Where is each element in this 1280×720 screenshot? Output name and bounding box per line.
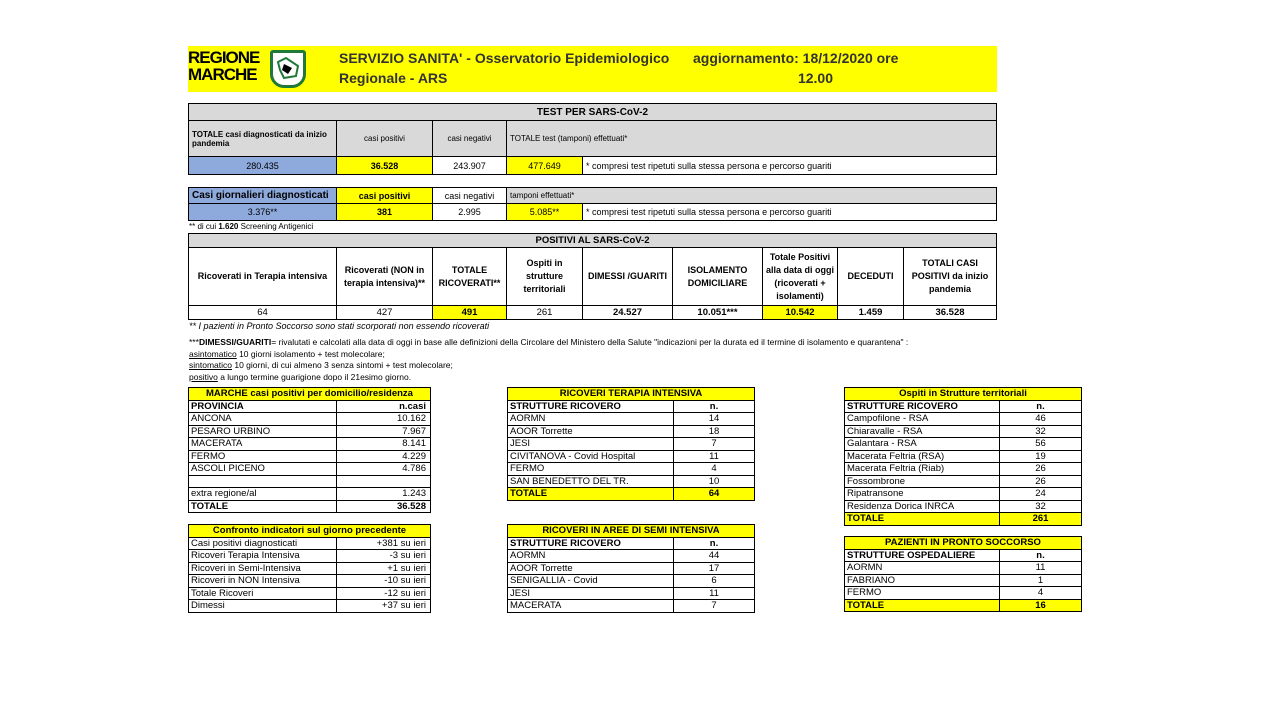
- semi-column-header-row: [508, 537, 755, 550]
- table-row: [189, 413, 431, 426]
- ospiti-row-name: Campofilone - RSA: [845, 413, 1000, 426]
- positivi-header-6: Totale Positivi alla data di oggi (ricoverati + isolamenti): [763, 248, 838, 306]
- ospiti-row-value: 56: [1000, 438, 1082, 451]
- dimessi-note-text: = rivalutati e calcolati alla data di oggi in base alle definizioni della Circolare del Ministero della Salute "indicazioni per la durata ed il termine di isolamento e quarantena" :: [271, 337, 909, 347]
- table-row: [189, 550, 431, 563]
- pronto-soccorso-note: ** I pazienti in Pronto Soccorso sono stati scorporati non essendo ricoverati: [189, 321, 490, 331]
- provincia-row-name: [189, 475, 337, 488]
- update-line2: 12.00: [797, 70, 834, 86]
- regione-marche-logo: [188, 48, 308, 90]
- semi-row-name: SENIGALLIA - Covid: [508, 575, 674, 588]
- positivi-value-4: 24.527: [583, 306, 673, 320]
- terapia-row-name: CIVITANOVA - Covid Hospital: [508, 450, 674, 463]
- terapia-row-value: 18: [674, 425, 755, 438]
- daily-val-cases: 3.376**: [189, 204, 337, 221]
- semi-row-value: 44: [674, 550, 755, 563]
- provincia-col-value: n.casi: [337, 400, 431, 413]
- provincia-column-header-row: [189, 400, 431, 413]
- daily-col-tests: tamponi effettuati*: [507, 188, 997, 204]
- provincia-total-row: [189, 500, 431, 513]
- daily-note: * compresi test ripetuti sulla stessa persona e percorso guariti: [583, 204, 997, 221]
- positivi-value-0: 64: [189, 306, 337, 320]
- positivi-value-2: 491: [433, 306, 507, 320]
- table-row: [845, 475, 1082, 488]
- table-row: [845, 463, 1082, 476]
- confronto-row-name: Ricoveri in Semi-Intensiva: [189, 562, 337, 575]
- ospiti-row-name: Ripatransone: [845, 488, 1000, 501]
- terapia-row-value: 11: [674, 450, 755, 463]
- ospiti-row-value: 19: [1000, 450, 1082, 463]
- provincia-row-name: MACERATA: [189, 438, 337, 451]
- table-row: [189, 600, 431, 613]
- test-col-positive: casi positivi: [337, 121, 433, 157]
- test-note: * compresi test ripetuti sulla stessa persona e percorso guariti: [583, 157, 997, 175]
- provincia-title: MARCHE casi positivi per domicilio/residenza: [189, 388, 431, 401]
- ospiti-column-header-row: [845, 400, 1082, 413]
- positivo-label: positivo: [189, 371, 218, 382]
- table-row: [508, 550, 755, 563]
- terapia-total-label: TOTALE: [508, 488, 674, 501]
- logo-text-line1: REGIONE: [188, 48, 260, 67]
- terapia-row-name: JESI: [508, 438, 674, 451]
- terapia-row-name: FERMO: [508, 463, 674, 476]
- positivi-header-3: Ospiti in strutture territoriali: [507, 248, 583, 306]
- header-banner: [188, 46, 997, 92]
- ospiti-row-value: 24: [1000, 488, 1082, 501]
- table-row: [189, 438, 431, 451]
- daily-col-negative: casi negativi: [433, 188, 507, 204]
- positivi-value-7: 1.459: [838, 306, 904, 320]
- provincia-row-value: 7.967: [337, 425, 431, 438]
- daily-val-negative: 2.995: [433, 204, 507, 221]
- test-col-total-tests: TOTALE test (tamponi) effettuati*: [507, 121, 997, 157]
- header-title: [339, 48, 669, 88]
- ospiti-col-value: n.: [1000, 400, 1082, 413]
- daily-val-positive: 381: [337, 204, 433, 221]
- pronto-column-header-row: [845, 549, 1082, 562]
- positivi-header-1: Ricoverati (NON in terapia intensiva)**: [337, 248, 433, 306]
- semi-row-name: JESI: [508, 587, 674, 600]
- ospiti-total-label: TOTALE: [845, 513, 1000, 526]
- terapia-row-name: AORMN: [508, 413, 674, 426]
- sintomatico-label: sintomatico: [189, 360, 232, 370]
- provincia-row-value: 4.229: [337, 450, 431, 463]
- table-row: [508, 600, 755, 613]
- table-row: [189, 463, 431, 476]
- confronto-row-value: -3 su ieri: [337, 550, 431, 563]
- table-row: [508, 413, 755, 426]
- terapia-intensiva-table: [507, 387, 755, 501]
- provincia-row-name: ANCONA: [189, 413, 337, 426]
- table-row: [508, 575, 755, 588]
- table-row: [189, 488, 431, 501]
- pronto-col-name: STRUTTURE OSPEDALIERE: [845, 549, 1000, 562]
- ospiti-row-value: 32: [1000, 425, 1082, 438]
- pronto-row-name: FERMO: [845, 587, 1000, 600]
- confronto-table: [188, 524, 431, 613]
- semi-row-value: 6: [674, 575, 755, 588]
- confronto-row-name: Ricoveri in NON Intensiva: [189, 575, 337, 588]
- provincia-row-value: 1.243: [337, 488, 431, 501]
- ospiti-row-name: Chiaravalle - RSA: [845, 425, 1000, 438]
- ospiti-title: Ospiti in Strutture territoriali: [845, 388, 1082, 401]
- terapia-row-value: 4: [674, 463, 755, 476]
- table-row: [845, 438, 1082, 451]
- pronto-row-name: AORMN: [845, 562, 1000, 575]
- table-row: [845, 587, 1082, 600]
- terapia-row-name: AOOR Torrette: [508, 425, 674, 438]
- test-val-total-tests: 477.649: [507, 157, 583, 175]
- positivi-title: POSITIVI AL SARS-CoV-2: [189, 234, 997, 248]
- antigen-footnote-number: 1.620: [218, 222, 239, 231]
- daily-table: [188, 187, 997, 221]
- pronto-col-value: n.: [1000, 549, 1082, 562]
- terapia-col-value: n.: [674, 400, 755, 413]
- daily-col-positive: casi positivi: [337, 188, 433, 204]
- table-row: [189, 475, 431, 488]
- table-row: [845, 574, 1082, 587]
- positivi-value-row: [189, 306, 997, 320]
- table-row: [845, 488, 1082, 501]
- daily-val-tests: 5.085**: [507, 204, 583, 221]
- daily-col-cases: Casi giornalieri diagnosticati: [189, 188, 337, 204]
- table-row: [845, 425, 1082, 438]
- table-row: [189, 575, 431, 588]
- test-table-title: TEST PER SARS-CoV-2: [189, 104, 997, 121]
- update-line1: aggiornamento: 18/12/2020 ore: [693, 50, 899, 66]
- ospiti-title-row: [845, 388, 1082, 401]
- table-row: [845, 562, 1082, 575]
- provincia-total-value: 36.528: [337, 500, 431, 513]
- pronto-total-row: [845, 599, 1082, 612]
- provincia-row-name: FERMO: [189, 450, 337, 463]
- terapia-column-header-row: [508, 400, 755, 413]
- antigen-footnote-post: Screening Antigenici: [238, 222, 314, 231]
- positivi-header-8: TOTALI CASI POSITIVI da inizio pandemia: [904, 248, 997, 306]
- semi-row-name: AOOR Torrette: [508, 562, 674, 575]
- ospiti-row-name: Galantara - RSA: [845, 438, 1000, 451]
- positivi-value-5: 10.051***: [673, 306, 763, 320]
- sintomatico-text: 10 giorni, di cui almeno 3 senza sintomi + test molecolare;: [232, 360, 453, 370]
- pronto-row-name: FABRIANO: [845, 574, 1000, 587]
- header-update: [693, 48, 913, 88]
- pronto-row-value: 1: [1000, 574, 1082, 587]
- terapia-total-value: 64: [674, 488, 755, 501]
- pronto-title-row: [845, 537, 1082, 550]
- confronto-title-row: [189, 525, 431, 538]
- table-row: [508, 463, 755, 476]
- test-col-negative: casi negativi: [433, 121, 507, 157]
- dimessi-notes: [189, 337, 908, 383]
- ospiti-row-value: 46: [1000, 413, 1082, 426]
- confronto-row-value: -12 su ieri: [337, 587, 431, 600]
- table-row: [508, 438, 755, 451]
- confronto-row-name: Dimessi: [189, 600, 337, 613]
- semi-row-value: 11: [674, 587, 755, 600]
- positivo-text: a lungo termine guarigione dopo il 21esimo giorno.: [217, 371, 412, 382]
- ospiti-total-value: 261: [1000, 513, 1082, 526]
- ospiti-territoriali-table: [844, 387, 1082, 526]
- table-row: [189, 537, 431, 550]
- confronto-row-value: +37 su ieri: [337, 600, 431, 613]
- provincia-row-value: [337, 475, 431, 488]
- provincia-total-label: TOTALE: [189, 500, 337, 513]
- semi-row-value: 7: [674, 600, 755, 613]
- semi-intensiva-table: [507, 524, 755, 613]
- table-row: [189, 587, 431, 600]
- provincia-row-value: 10.162: [337, 413, 431, 426]
- asintomatico-text: 10 giorni isolamento + test molecolare;: [236, 348, 385, 359]
- positivi-header-5: ISOLAMENTO DOMICILIARE: [673, 248, 763, 306]
- table-row: [189, 562, 431, 575]
- terapia-row-name: SAN BENEDETTO DEL TR.: [508, 475, 674, 488]
- terapia-title-row: [508, 388, 755, 401]
- table-row: [189, 425, 431, 438]
- terapia-row-value: 10: [674, 475, 755, 488]
- provincia-table: [188, 387, 431, 513]
- logo-text-line2: MARCHE: [188, 65, 257, 84]
- header-title-line1: SERVIZIO SANITA' - Osservatorio Epidemiologico: [339, 50, 670, 66]
- positivi-value-6: 10.542: [763, 306, 838, 320]
- marche-shield-icon: [270, 50, 306, 88]
- positivi-value-1: 427: [337, 306, 433, 320]
- positivi-header-row: [189, 248, 997, 306]
- terapia-row-value: 7: [674, 438, 755, 451]
- table-row: [845, 500, 1082, 513]
- ospiti-row-name: Macerata Feltria (RSA): [845, 450, 1000, 463]
- ospiti-col-name: STRUTTURE RICOVERO: [845, 400, 1000, 413]
- table-row: [508, 587, 755, 600]
- provincia-col-name: PROVINCIA: [189, 400, 337, 413]
- terapia-total-row: [508, 488, 755, 501]
- confronto-row-value: +381 su ieri: [337, 537, 431, 550]
- table-row: [845, 450, 1082, 463]
- ospiti-row-value: 26: [1000, 463, 1082, 476]
- test-val-negative: 243.907: [433, 157, 507, 175]
- positivi-header-7: DECEDUTI: [838, 248, 904, 306]
- semi-col-name: STRUTTURE RICOVERO: [508, 537, 674, 550]
- semi-title: RICOVERI IN AREE DI SEMI INTENSIVA: [508, 525, 755, 538]
- confronto-row-value: +1 su ieri: [337, 562, 431, 575]
- ospiti-row-name: Fossombrone: [845, 475, 1000, 488]
- provincia-row-name: PESARO URBINO: [189, 425, 337, 438]
- confronto-title: Confronto indicatori sul giorno precedente: [189, 525, 431, 538]
- antigen-footnote: [189, 222, 313, 231]
- provincia-row-name: extra regione/al: [189, 488, 337, 501]
- positivi-header-4: DIMESSI /GUARITI: [583, 248, 673, 306]
- pronto-row-value: 11: [1000, 562, 1082, 575]
- antigen-footnote-pre: ** di cui: [189, 222, 219, 231]
- asintomatico-label: asintomatico: [189, 348, 237, 359]
- ospiti-total-row: [845, 513, 1082, 526]
- semi-title-row: [508, 525, 755, 538]
- pronto-soccorso-table: [844, 536, 1082, 612]
- confronto-row-name: Casi positivi diagnosticati: [189, 537, 337, 550]
- dimessi-note-label: DIMESSI/GUARITI: [198, 337, 272, 347]
- provincia-row-value: 8.141: [337, 438, 431, 451]
- table-row: [845, 413, 1082, 426]
- confronto-row-name: Ricoveri Terapia Intensiva: [189, 550, 337, 563]
- ospiti-row-value: 26: [1000, 475, 1082, 488]
- positivi-table: [188, 233, 997, 320]
- positivi-header-2: TOTALE RICOVERATI**: [433, 248, 507, 306]
- semi-row-name: MACERATA: [508, 600, 674, 613]
- ospiti-row-name: Macerata Feltria (Riab): [845, 463, 1000, 476]
- dimessi-note-stars: ***: [189, 337, 199, 347]
- semi-col-value: n.: [674, 537, 755, 550]
- pronto-title: PAZIENTI IN PRONTO SOCCORSO: [845, 537, 1082, 550]
- table-row: [508, 425, 755, 438]
- positivi-header-0: Ricoverati in Terapia intensiva: [189, 248, 337, 306]
- confronto-row-value: -10 su ieri: [337, 575, 431, 588]
- table-row: [508, 475, 755, 488]
- semi-row-value: 17: [674, 562, 755, 575]
- terapia-title: RICOVERI TERAPIA INTENSIVA: [508, 388, 755, 401]
- pronto-total-value: 16: [1000, 599, 1082, 612]
- table-row: [508, 450, 755, 463]
- terapia-row-value: 14: [674, 413, 755, 426]
- provincia-row-name: ASCOLI PICENO: [189, 463, 337, 476]
- provincia-row-value: 4.786: [337, 463, 431, 476]
- table-row: [189, 450, 431, 463]
- pronto-row-value: 4: [1000, 587, 1082, 600]
- test-val-total-cases: 280.435: [189, 157, 337, 175]
- pronto-total-label: TOTALE: [845, 599, 1000, 612]
- positivi-value-8: 36.528: [904, 306, 997, 320]
- semi-row-name: AORMN: [508, 550, 674, 563]
- provincia-title-row: [189, 388, 431, 401]
- confronto-row-name: Totale Ricoveri: [189, 587, 337, 600]
- ospiti-row-value: 32: [1000, 500, 1082, 513]
- test-col-total-cases: TOTALE casi diagnosticati da inizio pandemia: [189, 121, 337, 157]
- test-table: [188, 103, 997, 175]
- test-val-positive: 36.528: [337, 157, 433, 175]
- table-row: [508, 562, 755, 575]
- header-title-line2: Regionale - ARS: [339, 70, 448, 86]
- positivi-value-3: 261: [507, 306, 583, 320]
- terapia-col-name: STRUTTURE RICOVERO: [508, 400, 674, 413]
- ospiti-row-name: Residenza Dorica INRCA: [845, 500, 1000, 513]
